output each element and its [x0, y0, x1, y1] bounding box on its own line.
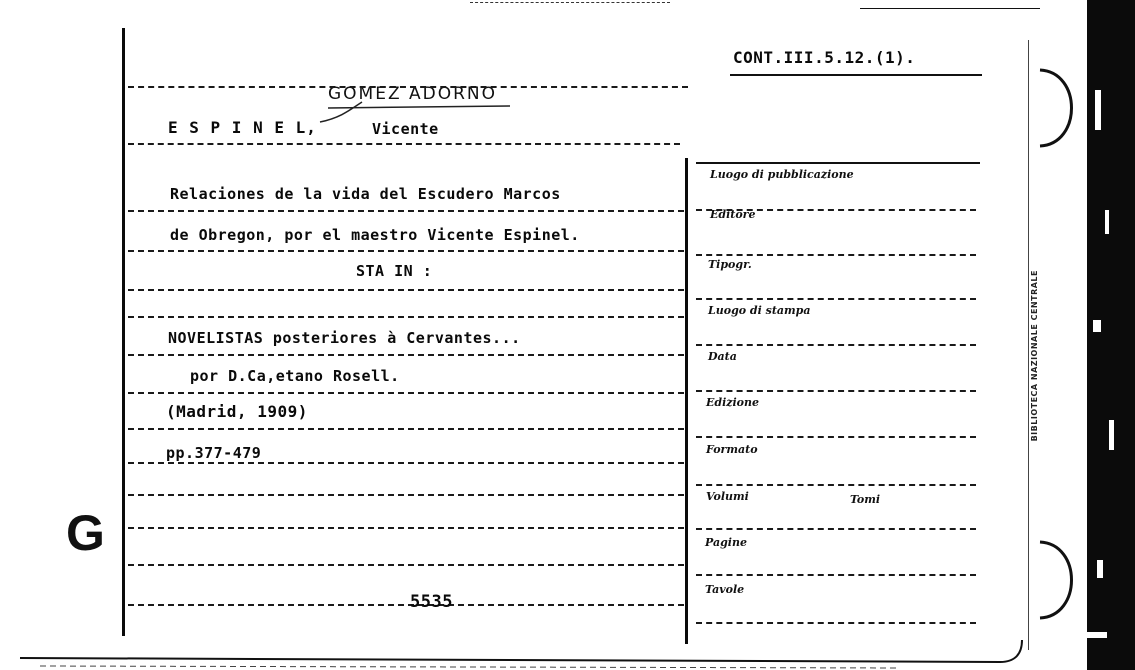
field-rule-5	[696, 344, 976, 346]
field-pagine: Pagine	[705, 536, 747, 549]
field-rule-7	[696, 436, 976, 438]
rule-line-4	[128, 250, 684, 252]
scanner-edge-strip	[1087, 0, 1135, 670]
rule-line-7	[128, 354, 684, 356]
field-rule-6	[696, 390, 976, 392]
middle-border	[685, 158, 688, 644]
field-edizione: Edizione	[706, 396, 760, 409]
field-rule-11	[696, 622, 976, 624]
field-tomi: Tomi	[850, 493, 881, 506]
handwritten-name: GOMEZ ADORNO	[328, 84, 498, 104]
card-bottom-edge	[0, 630, 1090, 670]
field-rule-8	[696, 484, 976, 486]
field-rule-9	[696, 528, 976, 530]
source-editor: por D.Ca,etano Rosell.	[190, 367, 400, 385]
bottom-number: 5535	[410, 592, 453, 612]
call-number-underline	[730, 74, 982, 76]
source-title: NOVELISTAS posteriores à Cervantes...	[168, 329, 521, 347]
rule-line-9	[128, 428, 684, 430]
call-number: CONT.III.5.12.(1).	[733, 48, 916, 67]
right-border	[1028, 40, 1029, 650]
top-edge-mark	[470, 2, 670, 3]
field-editore: Editore	[710, 208, 756, 221]
rule-line-12	[128, 527, 684, 529]
rule-line-10	[128, 462, 684, 464]
title-line-1: Relaciones de la vida del Escudero Marcos	[170, 185, 561, 203]
field-rule-10	[696, 574, 976, 576]
title-line-2: de Obregon, por el maestro Vicente Espinel.	[170, 226, 580, 244]
source-imprint: (Madrid, 1909)	[166, 402, 308, 421]
field-rule-top	[696, 162, 980, 164]
rule-line-14	[128, 604, 684, 606]
rule-line-1	[128, 86, 688, 88]
sta-in-label: STA IN :	[356, 262, 433, 280]
source-pages: pp.377-479	[166, 444, 262, 462]
side-letter: G	[66, 505, 105, 561]
rule-line-5	[128, 289, 684, 291]
punch-hole-top	[1036, 66, 1086, 150]
left-border	[122, 28, 125, 636]
author-surname: E S P I N E L,	[168, 118, 317, 137]
rule-line-11	[128, 494, 684, 496]
field-rule-4	[696, 298, 976, 300]
rule-line-2	[128, 143, 680, 145]
punch-hole-bottom	[1036, 538, 1086, 622]
field-volumi: Volumi	[706, 490, 749, 503]
rule-line-3	[128, 210, 684, 212]
field-data: Data	[708, 350, 737, 363]
field-tipogr: Tipogr.	[708, 258, 752, 271]
field-rule-3	[696, 254, 976, 256]
rule-line-8	[128, 392, 684, 394]
author-given-name: Vicente	[372, 120, 439, 138]
rule-line-6	[128, 316, 684, 318]
side-stamp: BIBLIOTECA NAZIONALE CENTRALE	[1030, 270, 1039, 442]
field-formato: Formato	[706, 443, 758, 456]
field-tavole: Tavole	[705, 583, 745, 596]
field-luogo-stampa: Luogo di stampa	[708, 304, 811, 317]
rule-line-13	[128, 564, 684, 566]
top-edge-line	[860, 8, 1040, 9]
field-luogo-pubblicazione: Luogo di pubblicazione	[710, 168, 854, 181]
